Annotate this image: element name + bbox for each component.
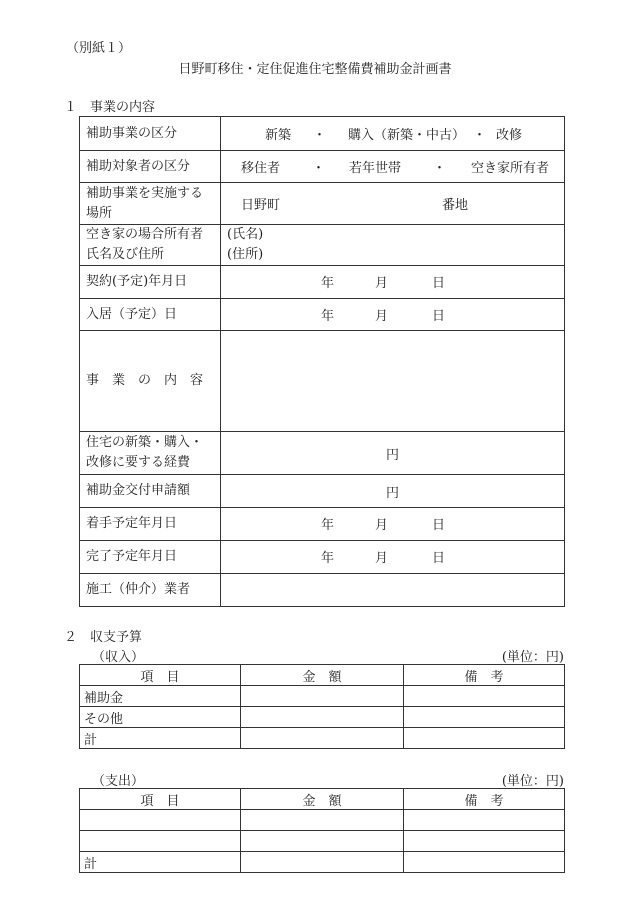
item-cell[interactable]	[80, 810, 241, 831]
column-header-item: 項 目	[80, 665, 241, 686]
option-vacant-house-owner[interactable]: 空き家所有者	[471, 160, 550, 176]
month-label: 月	[375, 551, 389, 566]
row-category	[80, 117, 565, 151]
year-label: 年	[321, 518, 335, 533]
label-finish-date: 完了予定年月日	[80, 541, 221, 574]
row-owner	[80, 225, 565, 266]
item-cell: 補助金	[80, 686, 241, 707]
row-contract-date	[80, 266, 565, 299]
table-row	[80, 852, 565, 873]
amount-cell[interactable]	[241, 852, 404, 873]
day-label: 日	[432, 551, 446, 566]
year-label: 年	[321, 276, 335, 291]
income-unit: (単位：円)	[501, 650, 564, 665]
remarks-cell[interactable]	[404, 686, 565, 707]
row-start-date	[80, 508, 565, 541]
label-owner: 空き家の場合所有者 氏名及び住所	[80, 225, 221, 266]
label-start-date: 着手予定年月日	[80, 508, 221, 541]
section1-heading: １ 事業の内容	[64, 100, 156, 115]
item-cell[interactable]	[80, 831, 241, 852]
column-header-remarks: 備 考	[404, 789, 565, 810]
row-location	[80, 183, 565, 225]
table-row	[80, 831, 565, 852]
amount-cell[interactable]	[241, 686, 404, 707]
month-label: 月	[375, 518, 389, 533]
column-header-item: 項 目	[80, 789, 241, 810]
yen-label: 円	[385, 447, 399, 463]
owner-field[interactable]	[221, 225, 565, 266]
row-movein-date	[80, 299, 565, 331]
day-label: 日	[432, 308, 446, 324]
month-label: 月	[375, 308, 389, 324]
option-purchase[interactable]: 購入（新築・中古）	[348, 127, 466, 143]
yen-label: 円	[385, 485, 399, 501]
owner-name-label: (氏名)	[227, 227, 264, 242]
amount-cell[interactable]	[241, 728, 404, 749]
location-field[interactable]	[221, 183, 565, 225]
option-migrant[interactable]: 移住者	[241, 160, 281, 176]
income-caption: （収入）	[92, 650, 145, 665]
day-label: 日	[432, 518, 446, 533]
total-cell: 計	[80, 728, 241, 749]
table-row	[80, 707, 565, 728]
amount-cell[interactable]	[241, 707, 404, 728]
project-content-table	[79, 116, 565, 607]
month-label: 月	[375, 276, 389, 291]
column-header-amount: 金 額	[241, 665, 404, 686]
amount-cell[interactable]	[241, 810, 404, 831]
label-location: 補助事業を実施する 場所	[80, 183, 221, 225]
expense-header-row	[80, 789, 565, 810]
label-contractor: 施工（仲介）業者	[80, 574, 221, 607]
apply-amount-field[interactable]	[221, 475, 565, 508]
label-cost: 住宅の新築・購入・ 改修に要する経費	[80, 432, 221, 475]
row-apply-amount	[80, 475, 565, 508]
cost-field[interactable]	[221, 432, 565, 475]
column-header-amount: 金 額	[241, 789, 404, 810]
separator-dot: ・	[313, 127, 327, 143]
start-date-field[interactable]	[221, 508, 565, 541]
year-label: 年	[321, 551, 335, 566]
table-row	[80, 728, 565, 749]
row-finish-date	[80, 541, 565, 574]
column-header-remarks: 備 考	[404, 665, 565, 686]
label-project-content: 事 業 の 内 容	[80, 331, 221, 432]
option-new-build[interactable]: 新築	[265, 127, 292, 143]
expense-caption: （支出）	[92, 774, 145, 789]
remarks-cell[interactable]	[404, 707, 565, 728]
remarks-cell[interactable]	[404, 810, 565, 831]
remarks-cell[interactable]	[404, 852, 565, 873]
row-project-content	[80, 331, 565, 432]
table-row	[80, 686, 565, 707]
option-renovation[interactable]: 改修	[496, 127, 523, 143]
label-movein-date: 入居（予定）日	[80, 299, 221, 331]
income-header-row	[80, 665, 565, 686]
expense-unit: (単位：円)	[501, 774, 564, 789]
attachment-label: （別紙１）	[66, 41, 132, 56]
amount-cell[interactable]	[241, 831, 404, 852]
label-apply-amount: 補助金交付申請額	[80, 475, 221, 508]
section2-heading: ２ 収支予算	[64, 630, 143, 645]
project-content-field[interactable]	[221, 331, 565, 432]
total-cell: 計	[80, 852, 241, 873]
remarks-cell[interactable]	[404, 831, 565, 852]
contract-date-field[interactable]	[221, 266, 565, 299]
separator-dot: ・	[473, 127, 487, 143]
label-target: 補助対象者の区分	[80, 151, 221, 183]
contractor-field[interactable]	[221, 574, 565, 607]
page-title: 日野町移住・定住促進住宅整備費補助金計画書	[178, 62, 452, 77]
town-name: 日野町	[241, 197, 281, 213]
year-label: 年	[321, 308, 335, 324]
row-target	[80, 151, 565, 183]
income-table	[79, 664, 565, 749]
day-label: 日	[432, 276, 446, 291]
separator-dot: ・	[433, 160, 447, 176]
expense-table	[79, 788, 565, 873]
option-young-household[interactable]: 若年世帯	[349, 160, 402, 176]
finish-date-field[interactable]	[221, 541, 565, 574]
label-category: 補助事業の区分	[80, 117, 221, 151]
separator-dot: ・	[312, 160, 326, 176]
label-contract-date: 契約(予定)年月日	[80, 266, 221, 299]
remarks-cell[interactable]	[404, 728, 565, 749]
item-cell: その他	[80, 707, 241, 728]
movein-date-field[interactable]	[221, 299, 565, 331]
table-row	[80, 810, 565, 831]
banchi-label: 番地	[442, 197, 469, 213]
row-contractor	[80, 574, 565, 607]
owner-address-label: (住所)	[227, 247, 264, 262]
row-cost	[80, 432, 565, 475]
